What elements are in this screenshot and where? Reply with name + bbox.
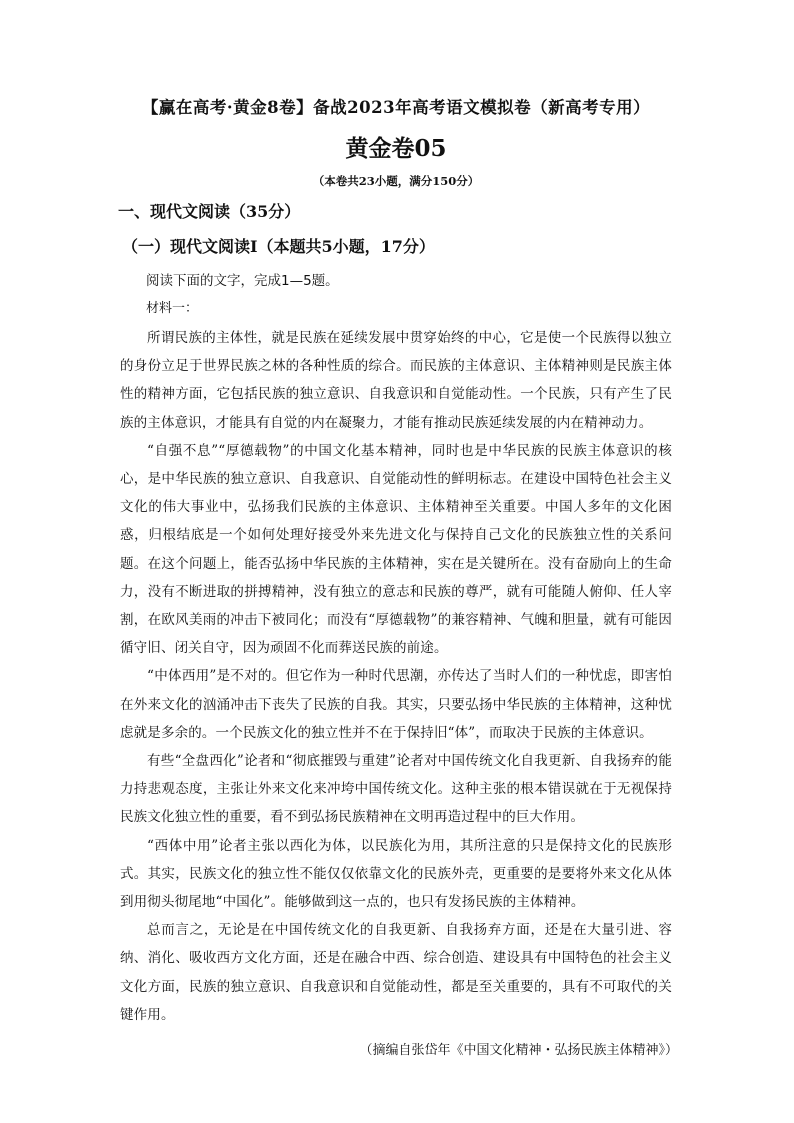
section-heading: 一、现代文阅读（35分） <box>118 202 301 221</box>
material-label: 材料一： <box>146 301 199 316</box>
exam-series-title: 【赢在高考·黄金8卷】备战2023年高考语文模拟卷（新高考专用） <box>141 98 651 117</box>
paragraph: 总而言之，无论是在中国传统文化的自我更新、自我扬弃方面，还是在大量引进、容纳、消化、吸收西方文化方面，还是在融合中西、综合创造、建设具有中国特色的社会主义文化方面，民族的独立意识、自我意识和自觉能动性，都是至关重要的，具有不可取代的关键作用。 <box>120 922 672 1023</box>
paper-title: 黄金卷05 <box>345 135 447 162</box>
passage-body <box>120 324 672 1029</box>
paragraph: 有些“全盘西化”论者和“彻底摧毁与重建”论者对中国传统文化自我更新、自我扬弃的能力持悲观态度，主张让外来文化来冲垮中国传统文化。这种主张的根本错误就在于无视保持民族文化独立性的重要，看不到弘扬民族精神在文明再造过程中的巨大作用。 <box>120 753 672 826</box>
reading-instruction: 阅读下面的文字，完成1—5题。 <box>146 273 339 289</box>
subsection-heading: （一）现代文阅读Ⅰ（本题共5小题，17分） <box>122 237 435 256</box>
paragraph: “西体中用”论者主张以西化为体，以民族化为用，其所注意的只是保持文化的民族形式。其实，民族文化的独立性不能仅仅依靠文化的民族外壳，更重要的是要将外来文化从体到用彻头彻尾地“中国化”。能够做到这一点的，也只有发扬民族的主体精神。 <box>120 837 672 911</box>
source-citation: （摘编自张岱年《中国文化精神・弘扬民族主体精神》） <box>359 1043 678 1059</box>
paper-note: （本卷共23小题，满分150分） <box>312 174 480 188</box>
paragraph: 所谓民族的主体性，就是民族在延续发展中贯穿始终的中心，它是使一个民族得以独立的身份立足于世界民族之林的各种性质的综合。而民族的主体意识、主体精神则是民族主体性的精神方面，它包括民族的独立意识、自我意识和自觉能动性。一个民族，只有产生了民族的主体意识，才能具有自觉的内在凝聚力，才能有推动民族延续发展的内在精神动力。 <box>120 330 672 431</box>
paragraph: “自强不息”“厚德载物”的中国文化基本精神，同时也是中华民族的民族主体意识的核心，是中华民族的独立意识、自我意识、自觉能动性的鲜明标志。在建设中国特色社会主义文化的伟大事业中，弘扬我们民族的主体意识、主体精神至关重要。中国人多年的文化困惑，归根结底是一个如何处理好接受外来先进文化与保持自己文化的民族独立性的关系问题。在这个问题上，能否弘扬中华民族的主体精神，实在是关键所在。没有奋励向上的生命力，没有不断进取的拼搏精神，没有独立的意志和民族的尊严，就有可能随人俯仰、任人宰割，在欧风美雨的冲击下被同化；而没有“厚德载物”的兼容精神、气魄和胆量，就有可能因循守旧、闭关自守，因为顽固不化而葬送民族的前途。 <box>120 442 672 657</box>
paragraph: “中体西用”是不对的。但它作为一种时代思潮，亦传达了当时人们的一种忧虑，即害怕在外来文化的汹涌冲击下丧失了民族的自我。其实，只要弘扬中华民族的主体精神，这种忧虑就是多余的。一个民族文化的独立性并不在于保持旧“体”，而取决于民族的主体意识。 <box>120 668 672 741</box>
